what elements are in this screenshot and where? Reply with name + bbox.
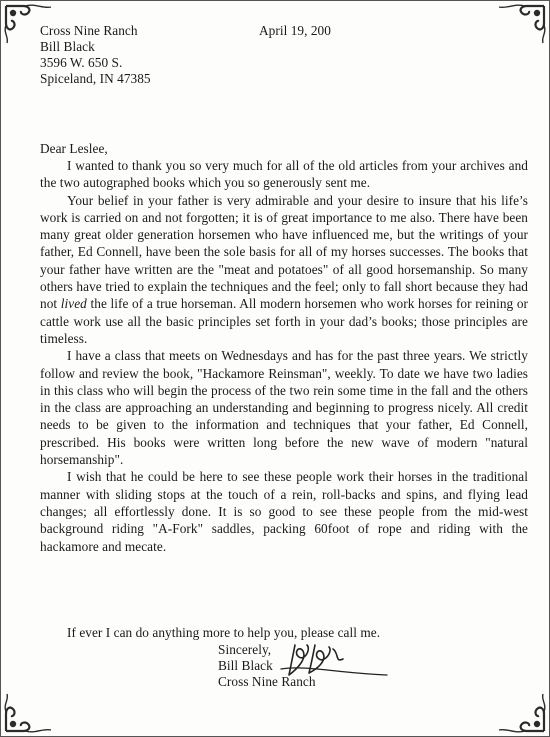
signer-ranch: Cross Nine Ranch: [218, 674, 316, 689]
paragraph-class: I have a class that meets on Wednesdays and has for the past three years. We strictly follow and review the book, "Hackamore Reinsman", weekly. To date we have two ladies in this class who will begin the process of the two rein some time in the fall and the others in the class are approaching an understanding and beginning to progress nicely. All credit needs to be given to the information and techniques that your father, Ed Connell, prescribed. His books were written long before the new wave of modern "natural horsemanship".: [40, 348, 528, 468]
sender-city: Spiceland, IN 47385: [40, 71, 151, 86]
sender-ranch: Cross Nine Ranch: [40, 23, 138, 38]
corner-ornament-bottom-right: [495, 692, 547, 734]
corner-ornament-top-right: [495, 3, 547, 45]
paragraph-wish: I wish that he could be here to see these people work their horses in the traditional manner with sliding stops at the touch of a rein, roll-backs and spins, and flying lead changes; all effortlessly done. It is so good to see these people from the mid-west background riding "A-Fork" saddles, packing 60foot of rope and riding with the hackamore and mecate.: [40, 469, 528, 554]
handwritten-signature: [277, 639, 397, 683]
closing-line: If ever I can do anything more to help you, please call me.: [67, 625, 381, 640]
valediction: Sincerely,: [218, 642, 272, 657]
letter-body: [40, 157, 528, 555]
corner-ornament-bottom-left: [3, 692, 55, 734]
paragraph-belief-text-end: the life of a true horseman. All modern horsemen who work horses for reining or cattle work use all the basic principles set forth in your dad’s books; those principles are timeless.: [40, 296, 529, 346]
signer-name: Bill Black: [218, 658, 273, 673]
paragraph-belief: [40, 192, 528, 348]
sender-name: Bill Black: [40, 39, 95, 54]
paragraph-belief-text: Your belief in your father is very admirable and your desire to insure that his life’s work is carried on and not forgotten; it is of great importance to me also. There have been many great older generation horsemen who have influenced me, but the writings of your father, Ed Connell, have been the sole basis for all of my horses successes. The books that your father have written are the "meat and potatoes" of all good horsemanship. So many others have tried to explain the techniques and the feel; only to fall short because they had not: [40, 192, 528, 312]
paragraph-thanks: I wanted to thank you so very much for all of the old articles from your archives and the two autographed books which you so generously sent me.: [40, 158, 528, 191]
sender-street: 3596 W. 650 S.: [40, 55, 123, 70]
emphasized-word: lived: [60, 296, 87, 312]
letter-date: April 19, 200: [259, 23, 331, 38]
salutation: Dear Leslee,: [40, 141, 108, 156]
